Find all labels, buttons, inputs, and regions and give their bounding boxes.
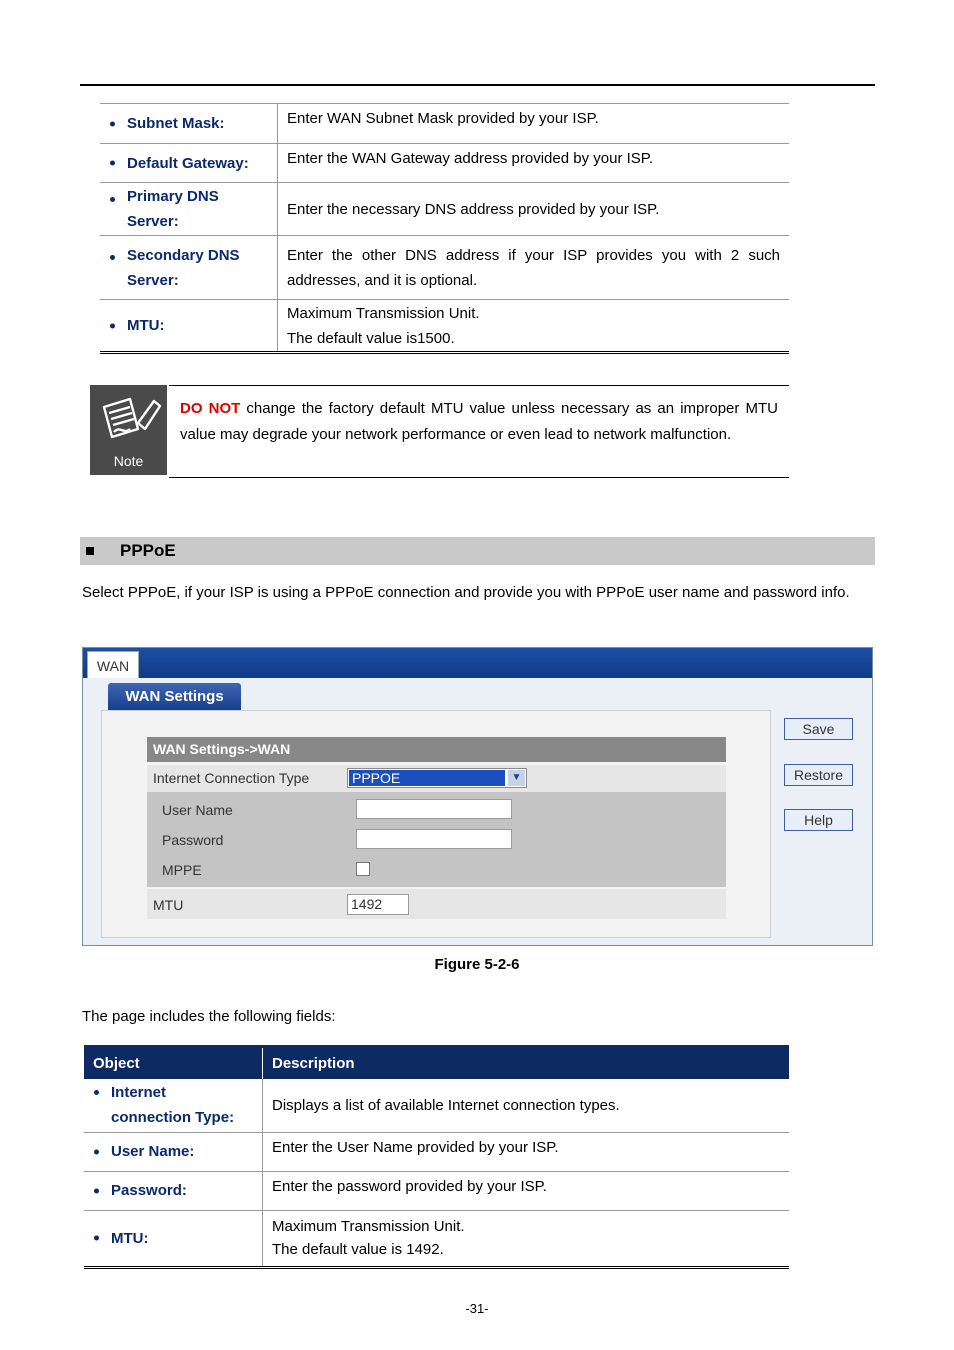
bullet-icon — [110, 197, 115, 202]
square-bullet-icon — [86, 547, 94, 555]
fields-table-2 — [84, 1045, 789, 1269]
pencil-paper-icon — [90, 385, 167, 455]
save-button[interactable]: Save — [784, 718, 853, 740]
object-cell: MTU: — [84, 1210, 263, 1267]
object-cell: Secondary DNS Server: — [100, 236, 278, 300]
object-cell: Internet connection Type: — [84, 1079, 263, 1132]
help-button[interactable]: Help — [784, 809, 853, 831]
intro-paragraph: Select PPPoE, if your ISP is using a PPPoE connection and provide you with PPPoE user name and password info. — [82, 584, 850, 601]
table-row — [84, 1079, 789, 1132]
page-number: -31- — [465, 1301, 489, 1316]
note-text: DO NOT change the factory default MTU value unless necessary as an improper MTU value may degrade your network performance or even lead to network malfunction. — [180, 400, 778, 443]
mtu-input[interactable]: 1492 — [347, 894, 409, 915]
section-heading: PPPoE — [80, 537, 875, 565]
bullet-icon — [94, 1090, 99, 1095]
bullet-icon — [110, 121, 115, 126]
fields-table-1 — [100, 103, 789, 354]
form-header: WAN Settings->WAN — [147, 737, 726, 762]
object-cell: Primary DNS Server: — [100, 183, 278, 236]
table-row — [100, 300, 789, 353]
pppoe-group — [147, 792, 726, 887]
connection-type-label: Internet Connection Type — [153, 770, 310, 786]
table-row — [100, 236, 789, 300]
object-cell: Password: — [84, 1171, 263, 1210]
table-row — [84, 1132, 789, 1171]
note-icon: Note — [90, 385, 167, 475]
description-cell: Enter the User Name provided by your ISP. — [263, 1132, 790, 1171]
settings-panel — [101, 710, 771, 938]
bullet-icon — [94, 1149, 99, 1154]
connection-type-select[interactable]: PPPOE ▼ — [347, 768, 527, 788]
password-input[interactable] — [356, 829, 512, 849]
chevron-down-icon[interactable]: ▼ — [508, 770, 525, 786]
object-cell: Default Gateway: — [100, 144, 278, 183]
bullet-icon — [94, 1188, 99, 1193]
table-row — [100, 104, 789, 144]
wan-settings-screenshot — [82, 647, 873, 946]
password-label: Password — [162, 832, 224, 848]
header-rule — [80, 84, 875, 86]
tab-wan[interactable]: WAN — [87, 651, 139, 678]
table-header-row — [84, 1047, 789, 1080]
table-row — [100, 183, 789, 236]
mtu-row — [147, 889, 726, 919]
title-bar — [83, 648, 872, 678]
bullet-icon — [110, 323, 115, 328]
tab-wan-settings[interactable]: WAN Settings — [108, 683, 241, 710]
username-input[interactable] — [356, 799, 512, 819]
object-cell: Subnet Mask: — [100, 104, 278, 144]
description-cell: Enter WAN Subnet Mask provided by your ISP. — [278, 104, 790, 144]
header-object: Object — [84, 1047, 263, 1080]
connection-type-row — [147, 765, 726, 792]
description-cell: Enter the password provided by your ISP. — [263, 1171, 790, 1210]
table-row — [100, 144, 789, 183]
description-cell: Maximum Transmission Unit. The default value is 1492. — [272, 1218, 465, 1258]
description-cell: Enter the WAN Gateway address provided by your ISP. — [278, 144, 790, 183]
bullet-icon — [110, 255, 115, 260]
table-row — [84, 1171, 789, 1210]
description-cell: Enter the other DNS address if your ISP provides you with 2 such addresses, and it is optional. — [278, 236, 790, 300]
description-cell: Displays a list of available Internet connection types. — [263, 1079, 790, 1132]
object-cell: User Name: — [84, 1132, 263, 1171]
bullet-icon — [94, 1236, 99, 1241]
description-cell: Enter the necessary DNS address provided by your ISP. — [278, 183, 790, 236]
fields-intro: The page includes the following fields: — [82, 1008, 336, 1025]
figure-caption: Figure 5-2-6 — [434, 956, 520, 973]
restore-button[interactable]: Restore — [784, 764, 853, 786]
description-cell: Maximum Transmission Unit. The default value is1500. — [287, 304, 480, 347]
username-label: User Name — [162, 802, 233, 818]
note-box — [169, 385, 789, 478]
mppe-checkbox[interactable] — [356, 862, 370, 876]
header-description: Description — [263, 1047, 790, 1080]
mppe-label: MPPE — [162, 862, 202, 878]
table-row — [84, 1210, 789, 1267]
mtu-label: MTU — [153, 897, 184, 913]
wan-form — [147, 737, 726, 921]
object-cell: MTU: — [100, 300, 278, 353]
bullet-icon — [110, 161, 115, 166]
